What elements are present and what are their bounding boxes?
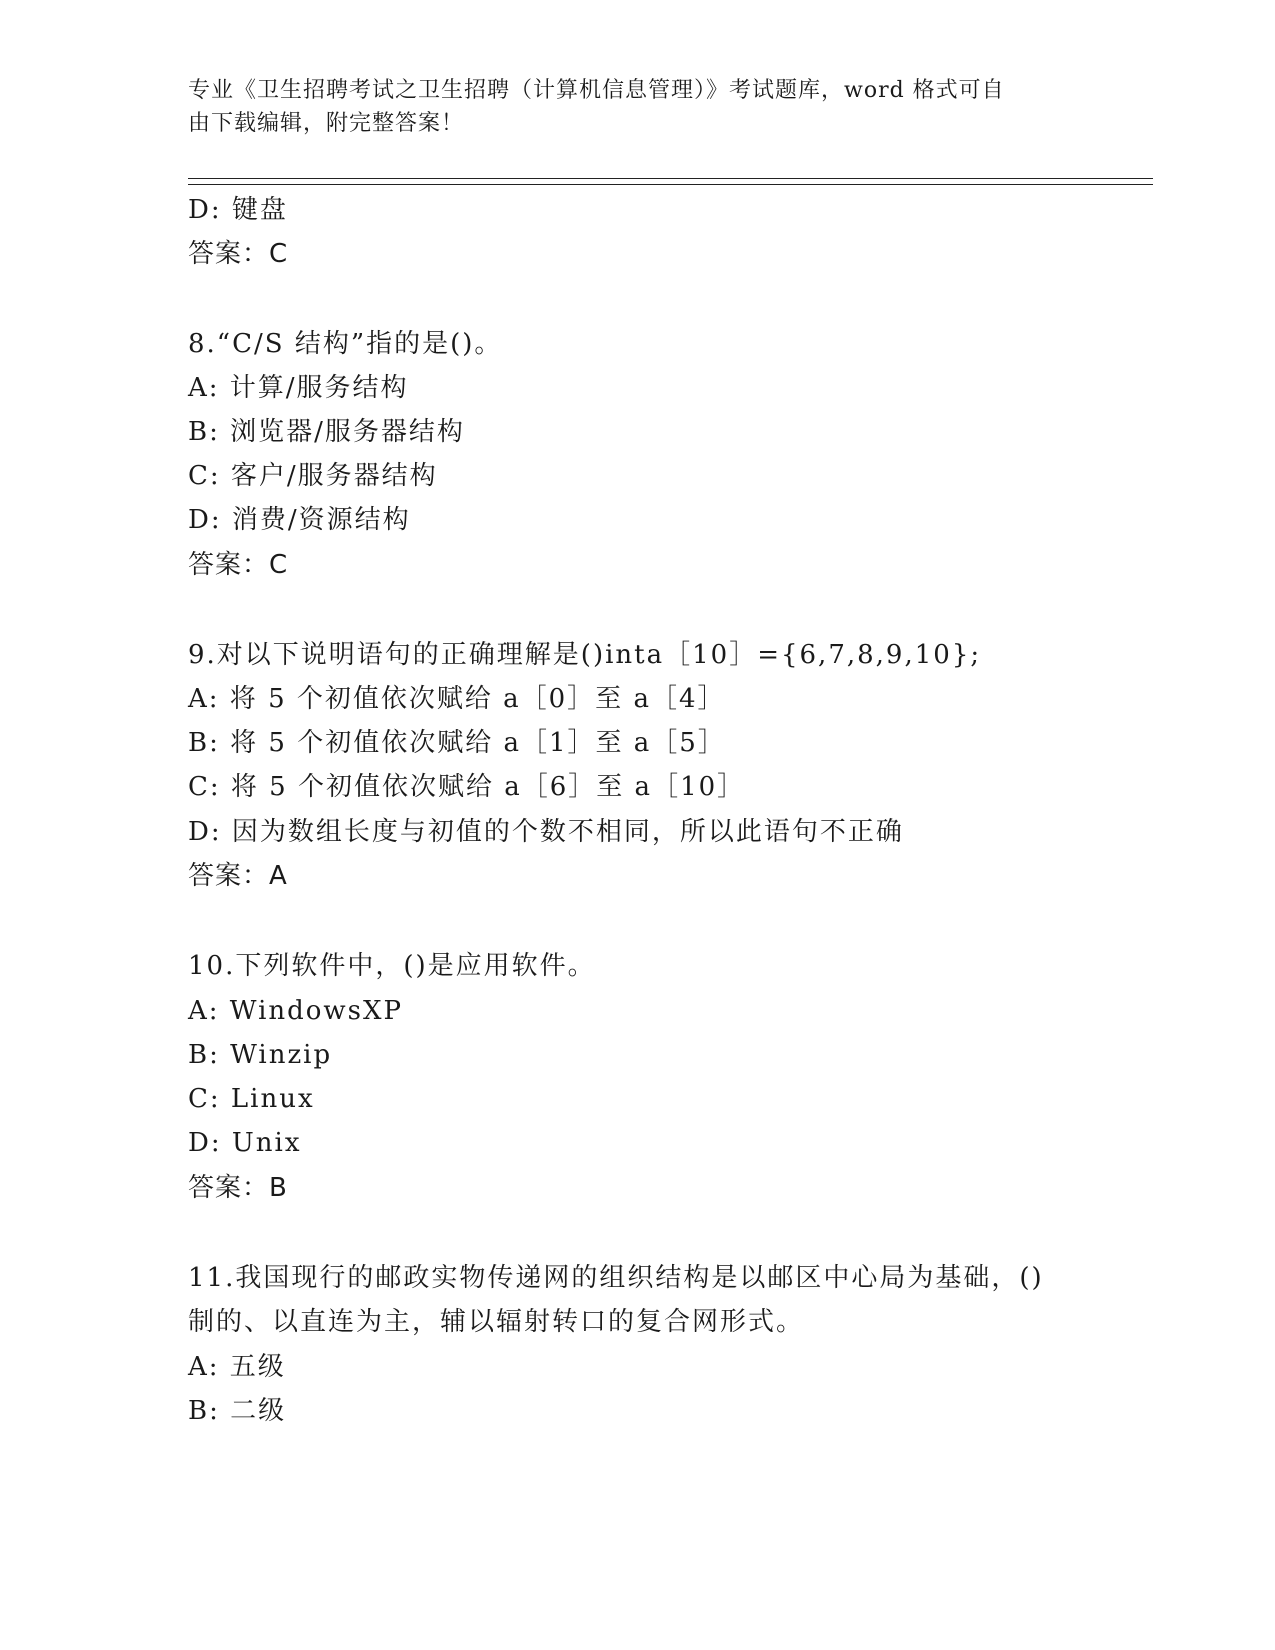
q9-answer: 答案：A <box>188 861 288 891</box>
header-divider-bottom <box>188 184 1153 185</box>
q11-option-b: B: 二级 <box>188 1396 287 1426</box>
q10-option-c: C: Linux <box>188 1084 315 1114</box>
q11-question-line-2: 制的、以直连为主，辅以辐射转口的复合网形式。 <box>188 1307 805 1337</box>
q10-option-a: A: WindowsXP <box>188 996 404 1026</box>
document-header <box>188 74 1088 140</box>
q9-option-c: C: 将 5 个初值依次赋给 a［6］至 a［10］ <box>188 772 746 802</box>
q7-answer: 答案：C <box>188 239 289 269</box>
q9-option-b: B: 将 5 个初值依次赋给 a［1］至 a［5］ <box>188 728 726 758</box>
q8-answer: 答案：C <box>188 550 289 580</box>
header-divider-top <box>188 178 1153 179</box>
q8-option-c: C: 客户/服务器结构 <box>188 461 438 491</box>
q10-answer: 答案：B <box>188 1173 288 1203</box>
q9-option-d: D: 因为数组长度与初值的个数不相同，所以此语句不正确 <box>188 817 904 847</box>
q7-option-d: D: 键盘 <box>188 195 288 225</box>
q8-option-a: A: 计算/服务结构 <box>188 373 409 403</box>
q10-option-b: B: Winzip <box>188 1040 333 1070</box>
q11-question-line-1: 11.我国现行的邮政实物传递网的组织结构是以邮区中心局为基础，() <box>188 1263 1044 1293</box>
q10-option-d: D: Unix <box>188 1128 302 1158</box>
q8-question: 8.“C/S 结构”指的是()。 <box>188 329 503 359</box>
q9-question: 9.对以下说明语句的正确理解是()inta［10］={6,7,8,9,10}; <box>188 640 982 670</box>
q10-question: 10.下列软件中，()是应用软件。 <box>188 951 596 981</box>
q8-option-d: D: 消费/资源结构 <box>188 505 411 535</box>
q9-option-a: A: 将 5 个初值依次赋给 a［0］至 a［4］ <box>188 684 726 714</box>
header-line-1: 专业《卫生招聘考试之卫生招聘（计算机信息管理）》考试题库，word 格式可自 <box>188 78 1005 103</box>
header-line-2: 由下载编辑，附完整答案！ <box>188 111 465 136</box>
q8-option-b: B: 浏览器/服务器结构 <box>188 417 465 447</box>
q11-option-a: A: 五级 <box>188 1352 286 1382</box>
